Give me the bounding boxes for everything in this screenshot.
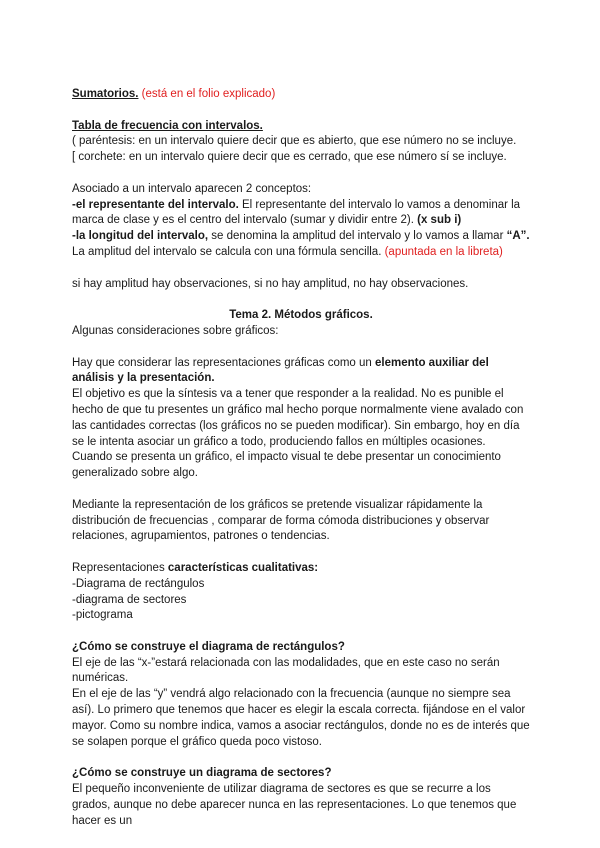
rectangulos-heading: ¿Cómo se construye el diagrama de rectángulos? [72,640,345,653]
representante-paragraph [72,198,530,230]
observaciones-line: si hay amplitud hay observaciones, si no hay amplitud, no hay observaciones. [72,277,469,290]
sectores-heading: ¿Cómo se construye un diagrama de sectores? [72,767,332,780]
representaciones-line [72,561,530,577]
list-item: -Diagrama de rectángulos [72,577,205,590]
sectores-paragraph: El pequeño inconveniente de utilizar diagrama de sectores es que se recurre a los grados, aunque no debe aparecer nunca en las representaciones. Lo que tenemos que hacer es un [72,783,517,827]
amplitud-line [72,245,530,261]
sumatorios-note: (está en el folio explicado) [138,88,276,100]
list-item: -pictograma [72,609,133,622]
sumatorios-heading: Sumatorios. [72,88,139,100]
amplitud-text: La amplitud del intervalo se calcula con una fórmula sencilla. [72,245,385,258]
sumatorios-line [72,87,530,103]
representante-text: El representante del intervalo lo vamos a denominar la marca de clase y es el centro del intervalo (sumar y dividir entre 2). [72,198,521,227]
longitud-paragraph [72,229,530,245]
elemento-auxiliar-bold: elemento auxiliar del análisis y la presentación. [72,356,489,385]
consideraciones-line: Algunas consideraciones sobre gráficos: [72,324,279,337]
longitud-text: se denomina la amplitud del intervalo y lo vamos a llamar [208,230,507,243]
mediante-paragraph: Mediante la representación de los gráficos se pretende visualizar rápidamente la distribución de frecuencias , comparar de forma cómoda distribuciones y observar relaciones, agrupamientos, patrones o tendencias. [72,498,490,543]
parentesis-line: ( paréntesis: en un intervalo quiere decir que es abierto, que ese número no se incluye. [72,135,517,148]
amplitud-note: (apuntada en la libreta) [384,245,503,258]
corchete-line: [ corchete: en un intervalo quiere decir que es cerrado, que ese número sí se incluye. [72,151,507,164]
eje-y-paragraph: En el eje de las “y” vendrá algo relacionado con la frecuencia (aunque no siempre sea así). Lo primero que tenemos que hacer es elegir la escala correcta. fijándose en el valor mayor. Como su nombre indica, vamos a asociar rectángulos, donde no es de interés que se solapen porque el gráfico queda poco vistoso. [72,688,530,748]
elemento-auxiliar-paragraph [72,356,530,388]
impacto-paragraph: Cuando se presenta un gráfico, el impacto visual te debe presentar un conocimiento generalizado sobre algo. [72,451,501,480]
tabla-heading: Tabla de frecuencia con intervalos. [72,119,263,132]
longitud-term: -la longitud del intervalo, [72,230,209,243]
representaciones-bold: características cualitativas: [167,561,319,574]
a-label: “A”. [506,230,530,243]
document-page [72,87,530,829]
representante-term: -el representante del intervalo. [72,198,239,211]
representaciones-text: Representaciones [72,561,168,574]
elemento-auxiliar-text: Hay que considerar las representaciones gráficas como un [72,356,375,369]
eje-x-paragraph: El eje de las “x-”estará relacionada con las modalidades, que en este caso no serán numéricas. [72,656,500,685]
conceptos-intro: Asociado a un intervalo aparecen 2 conceptos: [72,182,312,195]
list-item: -diagrama de sectores [72,593,187,606]
objetivo-paragraph: El objetivo es que la síntesis va a tener que responder a la realidad. No es punible el hecho de que tu presentes un gráfico mal hecho porque normalmente viene avalado con las cantidades correctas (los gráficos no se pueden modificar). Sin embargo, hoy en día se le intenta asociar un gráfico a todo, produciendo fallos en múltiples ocasiones. [72,388,524,448]
xsubi-label: (x sub i) [417,214,462,227]
tema2-title: Tema 2. Métodos gráficos. [229,309,373,322]
